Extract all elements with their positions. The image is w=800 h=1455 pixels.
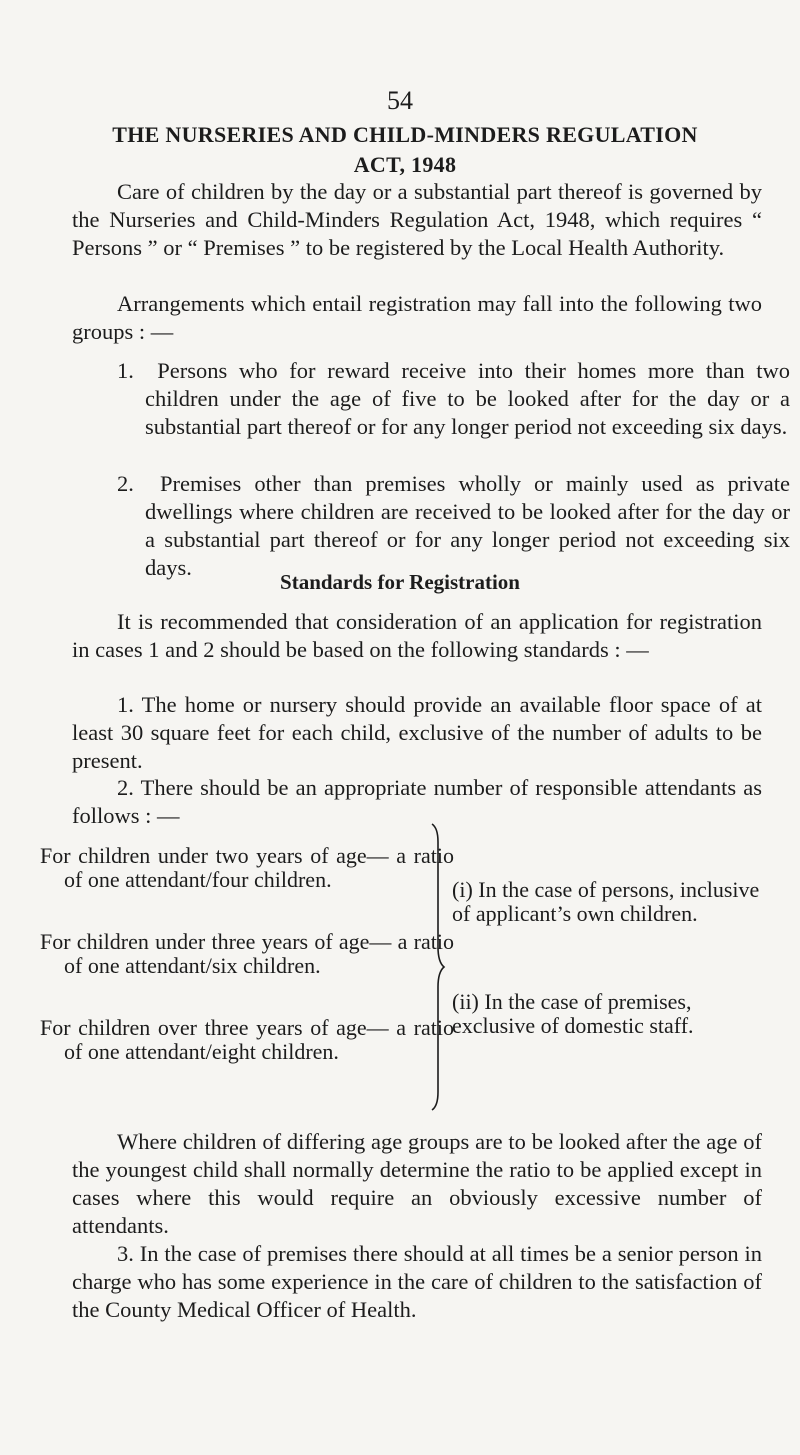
case-persons: (i) In the case of persons, inclusive of applicant’s own children. xyxy=(452,877,760,926)
ratio-under-three: For children under three years of age— a ratio of one attendant/six children. xyxy=(40,929,454,978)
page-number: 54 xyxy=(387,86,413,115)
standard-item-3: 3. In the case of premises there should at all times be a senior person in charge who has some experience in the care of children to the satisfaction of the County Medical Officer of Health. xyxy=(72,1241,762,1322)
ratio-under-two: For children under two years of age— a ratio of one attendant/four children. xyxy=(40,843,454,892)
title-line-2: ACT, 1948 xyxy=(353,152,457,177)
group-item-1-number: 1. xyxy=(117,358,134,383)
right-brace xyxy=(430,822,446,1112)
page-title xyxy=(60,120,750,180)
group-item-2-text: Premises other than premises wholly or mainly used as private dwellings where children are received to be looked after for the day or a substantial part thereof or for any longer period not exceeding six days. xyxy=(145,471,790,580)
group-item-2-number: 2. xyxy=(117,471,134,496)
intro-paragraph: Care of children by the day or a substantial part thereof is governed by the Nurseries and Child-Minders Regulation Act, 1948, which requires “ Persons ” or “ Premises ” to be registered by the Local Health Authority. xyxy=(72,179,762,260)
group-item-1-text: Persons who for reward receive into their homes more than two children under the age of five to be looked after for the day or a substantial part thereof or for any longer period not exceeding six days. xyxy=(145,358,790,439)
group-item-2 xyxy=(117,470,790,582)
title-line-1: THE NURSERIES AND CHILD-MINDERS REGULATION xyxy=(112,122,698,147)
ratio-over-three: For children over three years of age— a ratio of one attendant/eight children. xyxy=(40,1015,454,1064)
standard-item-1: 1. The home or nursery should provide an available floor space of at least 30 square feet for each child, exclusive of the number of adults to be present. xyxy=(72,692,762,773)
groups-intro-paragraph: Arrangements which entail registration may fall into the following two groups : — xyxy=(72,291,762,344)
standard-item-2: 2. There should be an appropriate number of responsible attendants as follows : — xyxy=(72,775,762,828)
case-premises: (ii) In the case of premises, exclusive of domestic staff. xyxy=(452,989,694,1038)
standards-heading: Standards for Registration xyxy=(280,570,520,594)
group-item-1 xyxy=(117,357,790,441)
standards-intro-paragraph: It is recommended that consideration of an application for registration in cases 1 and 2 should be based on the following standards : — xyxy=(72,609,762,662)
closing-paragraph: Where children of differing age groups are to be looked after the age of the youngest child shall normally determine the ratio to be applied except in cases where this would require an obviously excessive number of attendants. xyxy=(72,1129,762,1238)
